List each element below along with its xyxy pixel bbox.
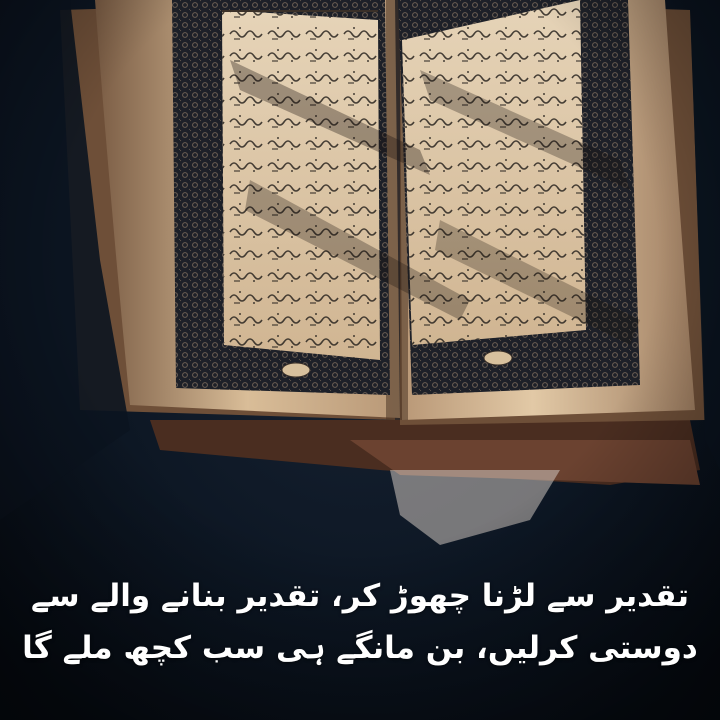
caption-line-2: دوستی کرلیں، بن مانگے ہی سب کچھ ملے گا (22, 630, 698, 666)
caption-line-1: تقدیر سے لڑنا چھوڑ کر، تقدیر بنانے والے سے (30, 578, 690, 614)
urdu-caption (0, 570, 720, 674)
